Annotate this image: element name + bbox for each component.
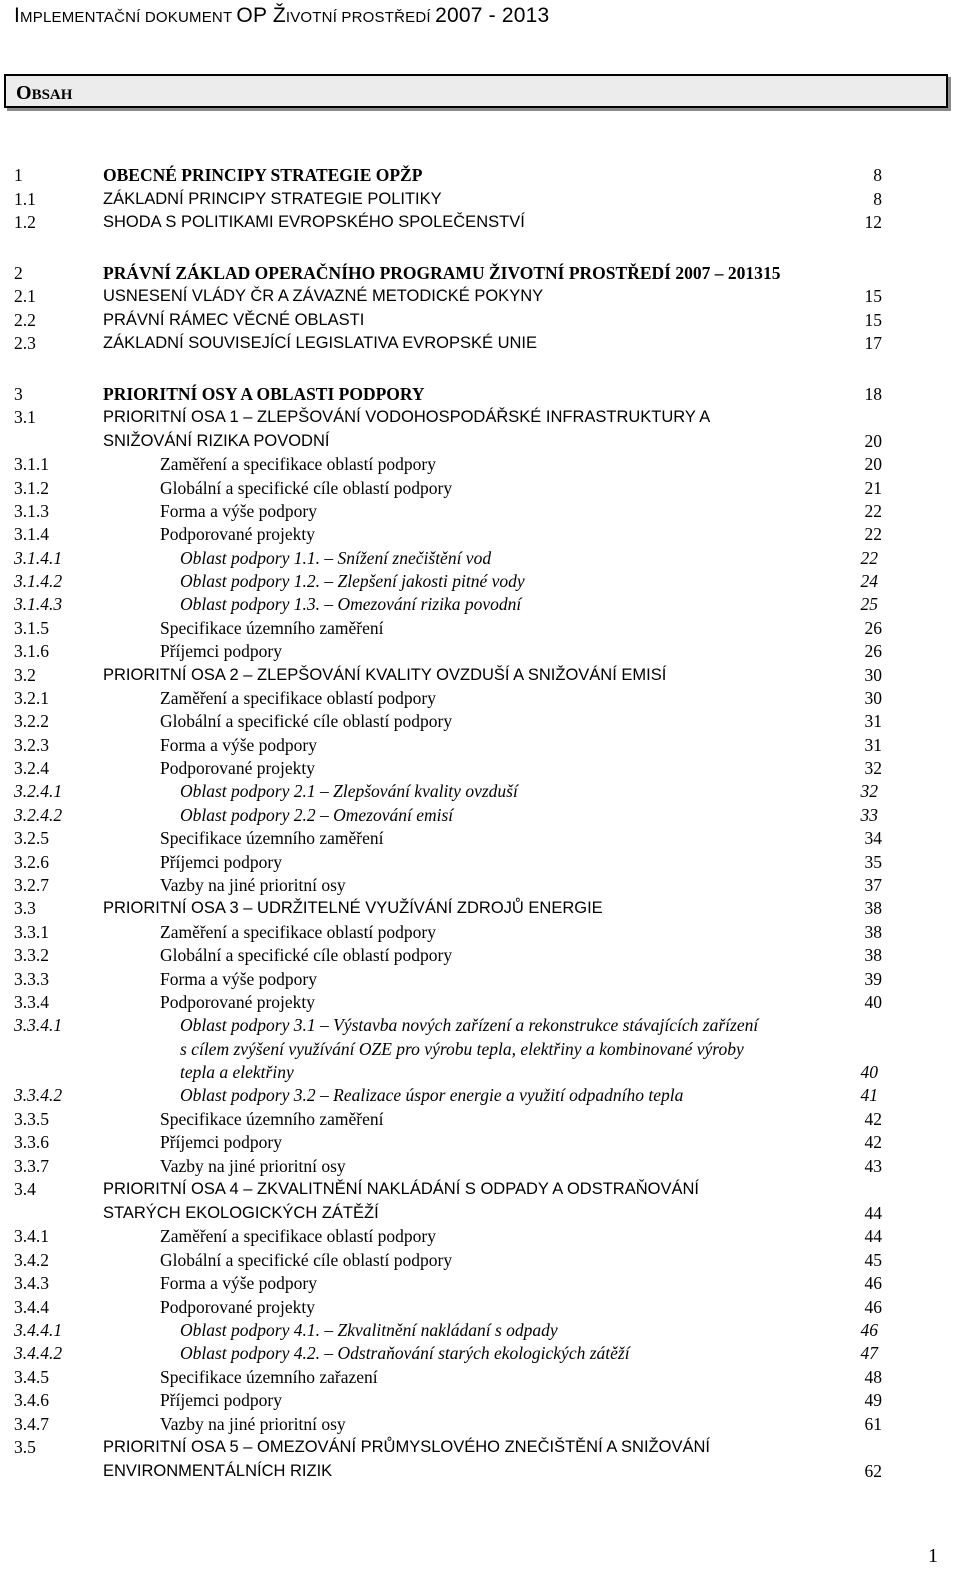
toc-entry[interactable] xyxy=(0,1389,960,1412)
toc-entry[interactable] xyxy=(0,164,960,187)
toc-entry[interactable] xyxy=(0,188,960,211)
toc-entry[interactable] xyxy=(0,477,960,500)
toc-entry-number: 3 xyxy=(14,384,23,404)
toc-entry-page: 44 xyxy=(864,1203,882,1223)
toc-entry[interactable] xyxy=(0,851,960,874)
toc-entry-page: 32 xyxy=(864,758,882,778)
toc-entry[interactable] xyxy=(0,1296,960,1319)
toc-entry[interactable] xyxy=(0,874,960,897)
toc-entry[interactable] xyxy=(0,804,960,827)
toc-entry[interactable] xyxy=(0,383,960,406)
toc-entry-title: ZÁKLADNÍ PRINCIPY STRATEGIE POLITIKY xyxy=(103,190,442,208)
toc-entry[interactable] xyxy=(0,1366,960,1389)
toc-entry-number: 3.1.4.3 xyxy=(14,594,63,614)
toc-entry-page: 25 xyxy=(860,594,878,614)
toc-entry-title: Příjemci podpory xyxy=(160,852,282,872)
toc-entry[interactable] xyxy=(0,734,960,757)
toc-entry-title: USNESENÍ VLÁDY ČR A ZÁVAZNÉ METODICKÉ POKYNY xyxy=(103,287,544,305)
toc-entry-title: Podporované projekty xyxy=(160,758,316,778)
toc-entry-page: 15 xyxy=(864,310,882,330)
toc-entry-number: 2 xyxy=(14,263,23,283)
toc-entry-number: 3.1.6 xyxy=(14,641,49,661)
toc-entry-number: 3.3.7 xyxy=(14,1156,49,1176)
header-text-part: 2007 ‑ 2013 xyxy=(435,4,550,27)
toc-entry[interactable] xyxy=(0,664,960,687)
toc-entry-page: 31 xyxy=(864,735,882,755)
toc-entry-title: Globální a specifické cíle oblastí podpory xyxy=(160,711,453,731)
toc-entry-page: 37 xyxy=(864,875,882,895)
toc-entry[interactable] xyxy=(0,1084,960,1107)
toc-entry-number: 3.3 xyxy=(14,898,36,918)
toc-entry-title: Příjemci podpory xyxy=(160,1390,282,1410)
toc-entry-page: 45 xyxy=(864,1250,882,1270)
toc-entry[interactable] xyxy=(0,710,960,733)
toc-entry-title: Podporované projekty xyxy=(160,992,316,1012)
toc-entry-page: 46 xyxy=(864,1273,882,1293)
toc-entry-title: Oblast podpory 3.1 – Výstavba nových zařízení a rekonstrukce stávajících zařízení xyxy=(180,1015,759,1035)
toc-entry-title: Zaměření a specifikace oblastí podpory xyxy=(160,688,437,708)
toc-entry-number: 3.1.4.1 xyxy=(14,548,63,568)
toc-entry[interactable] xyxy=(0,1014,960,1037)
toc-entry-page: 38 xyxy=(864,922,882,942)
toc-entry[interactable] xyxy=(0,780,960,803)
toc-entry-title: Oblast podpory 1.3. – Omezování rizika povodní xyxy=(180,594,522,614)
toc-entry-title: Oblast podpory 4.1. – Zkvalitnění nakládaní s odpady xyxy=(180,1320,558,1340)
toc-entry-page: 40 xyxy=(864,992,882,1012)
toc-entry-number: 3.2 xyxy=(14,665,36,685)
toc-entry-page: 8 xyxy=(873,165,882,185)
toc-entry-number: 3.2.6 xyxy=(14,852,49,872)
toc-entry[interactable] xyxy=(0,523,960,546)
toc-entry-page: 15 xyxy=(864,286,882,306)
toc-entry[interactable] xyxy=(0,1272,960,1295)
toc-entry[interactable] xyxy=(0,1061,960,1084)
toc-entry-title: Vazby na jiné prioritní osy xyxy=(160,1156,346,1176)
toc-entry[interactable] xyxy=(0,332,960,355)
toc-entry-title: OBECNÉ PRINCIPY STRATEGIE OPŽP xyxy=(103,165,423,185)
toc-entry-title: PRIORITNÍ OSA 4 – ZKVALITNĚNÍ NAKLÁDÁNÍ S ODPADY A ODSTRAŇOVÁNÍ xyxy=(103,1180,699,1198)
toc-entry-number: 3.4.6 xyxy=(14,1390,49,1410)
toc-entry[interactable] xyxy=(0,617,960,640)
toc-entry-page: 46 xyxy=(864,1297,882,1317)
toc-entry-number: 3.2.4.1 xyxy=(14,781,63,801)
toc-entry-title: Vazby na jiné prioritní osy xyxy=(160,875,346,895)
toc-entry-title: Oblast podpory 2.1 – Zlepšování kvality ovzduší xyxy=(180,781,518,801)
toc-entry[interactable] xyxy=(0,1038,960,1061)
toc-entry-page: 44 xyxy=(864,1226,882,1246)
toc-entry-page: 30 xyxy=(864,665,882,685)
toc-entry-title: Oblast podpory 3.2 – Realizace úspor energie a využití odpadního tepla xyxy=(180,1085,684,1105)
toc-entry-title: Zaměření a specifikace oblastí podpory xyxy=(160,1226,437,1246)
toc-entry-page: 22 xyxy=(864,524,882,544)
toc-entry-number: 2.1 xyxy=(14,286,36,306)
toc-entry[interactable] xyxy=(0,285,960,308)
toc-entry-page: 32 xyxy=(860,781,878,801)
toc-entry[interactable] xyxy=(0,1460,960,1483)
toc-entry-page: 40 xyxy=(860,1062,878,1082)
toc-entry[interactable] xyxy=(0,1436,960,1459)
toc-entry[interactable] xyxy=(0,211,960,234)
toc-entry[interactable] xyxy=(0,991,960,1014)
toc-entry-page: 21 xyxy=(864,478,882,498)
toc-entry[interactable] xyxy=(0,1178,960,1201)
toc-entry-number: 3.1.4.2 xyxy=(14,571,63,591)
toc-entry[interactable] xyxy=(0,687,960,710)
toc-entry-number: 3.1 xyxy=(14,407,36,427)
toc-entry-title: ZÁKLADNÍ SOUVISEJÍCÍ LEGISLATIVA EVROPSKÉ UNIE xyxy=(103,334,538,352)
toc-entry-page: 33 xyxy=(860,805,878,825)
toc-entry[interactable] xyxy=(0,921,960,944)
toc-entry[interactable] xyxy=(0,1249,960,1272)
toc-entry-number: 3.1.4 xyxy=(14,524,49,544)
toc-entry-number: 3.2.4.2 xyxy=(14,805,63,825)
toc-entry-title: SNIŽOVÁNÍ RIZIKA POVODNÍ xyxy=(103,432,330,450)
toc-entry-title: Příjemci podpory xyxy=(160,641,282,661)
toc-entry-number: 3.3.4.2 xyxy=(14,1085,63,1105)
toc-entry-number: 3.2.2 xyxy=(14,711,49,731)
toc-entry-title: SHODA S POLITIKAMI EVROPSKÉHO SPOLEČENSTVÍ xyxy=(103,213,525,231)
toc-entry-number: 3.1.5 xyxy=(14,618,49,638)
toc-entry-title: Globální a specifické cíle oblastí podpory xyxy=(160,478,453,498)
toc-entry-page: 26 xyxy=(864,641,882,661)
toc-entry[interactable] xyxy=(0,640,960,663)
toc-entry-number: 1.1 xyxy=(14,189,36,209)
toc-entry[interactable] xyxy=(0,1108,960,1131)
toc-entry[interactable] xyxy=(0,262,960,285)
toc-entry-title: Podporované projekty xyxy=(160,1297,316,1317)
toc-entry-page: 48 xyxy=(864,1367,882,1387)
toc-entry-title: Oblast podpory 1.2. – Zlepšení jakosti pitné vody xyxy=(180,571,525,591)
toc-heading-initial: O xyxy=(16,82,32,104)
toc-entry-number: 3.2.1 xyxy=(14,688,49,708)
toc-entry-page: 41 xyxy=(860,1085,878,1105)
toc-entry[interactable] xyxy=(0,1131,960,1154)
toc-entry-title: Forma a výše podpory xyxy=(160,1273,317,1293)
toc-entry-number: 3.3.6 xyxy=(14,1132,49,1152)
toc-entry-title: STARÝCH EKOLOGICKÝCH ZÁTĚŽÍ xyxy=(103,1204,379,1222)
page-number: 1 xyxy=(928,1545,938,1567)
toc-entry-number: 3.1.2 xyxy=(14,478,49,498)
toc-entry-title: s cílem zvýšení využívání OZE pro výrobu tepla, elektřiny a kombinované výroby xyxy=(180,1039,744,1059)
toc-entry-page: 43 xyxy=(864,1156,882,1176)
toc-entry[interactable] xyxy=(0,570,960,593)
toc-entry-title: Forma a výše podpory xyxy=(160,969,317,989)
toc-entry-page: 31 xyxy=(864,711,882,731)
toc-entry[interactable] xyxy=(0,1342,960,1365)
toc-entry-title: PRIORITNÍ OSA 1 – ZLEPŠOVÁNÍ VODOHOSPODÁŘSKÉ INFRASTRUKTURY A xyxy=(103,408,711,426)
toc-entry-page: 12 xyxy=(864,212,882,232)
header-text-part: IVOTNÍ PROSTŘEDÍ xyxy=(285,9,436,26)
toc-entry-title: Specifikace územního zaměření xyxy=(160,1109,384,1129)
toc-entry-page: 20 xyxy=(864,454,882,474)
toc-entry-page: 26 xyxy=(864,618,882,638)
toc-entry-number: 3.2.5 xyxy=(14,828,49,848)
toc-entry-title: PRIORITNÍ OSA 2 – ZLEPŠOVÁNÍ KVALITY OVZDUŠÍ A SNIŽOVÁNÍ EMISÍ xyxy=(103,666,667,684)
toc-entry-number: 2.2 xyxy=(14,310,36,330)
toc-entry-page: 49 xyxy=(864,1390,882,1410)
toc-entry-number: 3.4.4.1 xyxy=(14,1320,63,1340)
toc-entry-number: 3.3.1 xyxy=(14,922,49,942)
toc-entry-page: 42 xyxy=(864,1132,882,1152)
toc-entry-page: 8 xyxy=(873,189,882,209)
toc-entry-number: 3.4.3 xyxy=(14,1273,49,1293)
toc-entry[interactable] xyxy=(0,1225,960,1248)
toc-entry-page: 61 xyxy=(864,1414,882,1434)
toc-entry-page: 24 xyxy=(860,571,878,591)
toc-entry-title: PRIORITNÍ OSA 3 – UDRŽITELNÉ VYUŽÍVÁNÍ ZDROJŮ ENERGIE xyxy=(103,899,603,917)
toc-entry-number: 3.4.7 xyxy=(14,1414,49,1434)
toc-entry[interactable] xyxy=(0,1319,960,1342)
toc-entry-title: Forma a výše podpory xyxy=(160,501,317,521)
toc-entry-page: 46 xyxy=(860,1320,878,1340)
header-text-part: I xyxy=(14,4,21,27)
toc-entry[interactable] xyxy=(0,309,960,332)
toc-entry-number: 1.2 xyxy=(14,212,36,232)
toc-entry-number: 3.3.5 xyxy=(14,1109,49,1129)
toc-entry-page: 35 xyxy=(864,852,882,872)
toc-entry[interactable] xyxy=(0,1413,960,1436)
toc-entry[interactable] xyxy=(0,453,960,476)
toc-entry-number: 3.3.4 xyxy=(14,992,49,1012)
toc-entry-number: 1 xyxy=(14,165,23,185)
toc-entry-number: 3.2.4 xyxy=(14,758,49,778)
toc-entry-number: 3.3.4.1 xyxy=(14,1015,63,1035)
toc-entry[interactable] xyxy=(0,1155,960,1178)
toc-entry-title: Specifikace územního zařazení xyxy=(160,1367,378,1387)
toc-entry-page: 62 xyxy=(864,1461,882,1481)
toc-entry-page: 30 xyxy=(864,688,882,708)
toc-entry-title: Zaměření a specifikace oblastí podpory xyxy=(160,922,437,942)
toc-entry-title: Globální a specifické cíle oblastí podpory xyxy=(160,1250,453,1270)
toc-entry-number: 3.4.4 xyxy=(14,1297,49,1317)
toc-entry-number: 3.4.4.2 xyxy=(14,1343,63,1363)
toc-entry[interactable] xyxy=(0,757,960,780)
toc-entry-page: 22 xyxy=(864,501,882,521)
toc-entry-number: 3.4.5 xyxy=(14,1367,49,1387)
toc-entry-title: Vazby na jiné prioritní osy xyxy=(160,1414,346,1434)
toc-entry-number: 3.5 xyxy=(14,1437,36,1457)
header-text-part: MPLEMENTAČNÍ DOKUMENT xyxy=(20,9,237,26)
toc-entry-title: Oblast podpory 2.2 – Omezování emisí xyxy=(180,805,454,825)
toc-entry-title: Oblast podpory 4.2. – Odstraňování starých ekologických zátěží xyxy=(180,1343,630,1363)
toc-entry[interactable] xyxy=(0,827,960,850)
toc-entry-page: 42 xyxy=(864,1109,882,1129)
toc-entry[interactable] xyxy=(0,897,960,920)
toc-entry-title: PRÁVNÍ ZÁKLAD OPERAČNÍHO PROGRAMU ŽIVOTNÍ PROSTŘEDÍ 2007 – 2013 xyxy=(103,263,763,283)
toc-entry-title: Specifikace územního zaměření xyxy=(160,828,384,848)
toc-entry-page: 39 xyxy=(864,969,882,989)
toc-entry-number: 2.3 xyxy=(14,333,36,353)
toc-entry-title: Oblast podpory 1.1. – Snížení znečištění vod xyxy=(180,548,492,568)
toc-entry-title: PRIORITNÍ OSA 5 – OMEZOVÁNÍ PRŮMYSLOVÉHO ZNEČIŠTĚNÍ A SNIŽOVÁNÍ xyxy=(103,1438,710,1456)
toc-entry-page: 22 xyxy=(860,548,878,568)
toc-entry-title: ENVIRONMENTÁLNÍCH RIZIK xyxy=(103,1462,333,1480)
toc-entry[interactable] xyxy=(0,547,960,570)
toc-entry-number: 3.4.2 xyxy=(14,1250,49,1270)
toc-entry-title: Podporované projekty xyxy=(160,524,316,544)
toc-entry-page: 38 xyxy=(864,945,882,965)
toc-entry-title: tepla a elektřiny xyxy=(180,1062,294,1082)
toc-entry-page: 34 xyxy=(864,828,882,848)
toc-entry-page: 15 xyxy=(763,263,781,283)
toc-entry[interactable] xyxy=(0,1202,960,1225)
toc-entry-title: Příjemci podpory xyxy=(160,1132,282,1152)
toc-entry-title: Globální a specifické cíle oblastí podpory xyxy=(160,945,453,965)
toc-entry-title: PRÁVNÍ RÁMEC VĚCNÉ OBLASTI xyxy=(103,311,365,329)
toc-entry[interactable] xyxy=(0,430,960,453)
toc-entry-title: Zaměření a specifikace oblastí podpory xyxy=(160,454,437,474)
toc-entry-number: 3.3.3 xyxy=(14,969,49,989)
toc-entry-title: PRIORITNÍ OSY A OBLASTI PODPORY xyxy=(103,384,425,404)
toc-entry-number: 3.3.2 xyxy=(14,945,49,965)
toc-entry-number: 3.2.7 xyxy=(14,875,49,895)
toc-heading-rest: BSAH xyxy=(31,87,73,103)
header-text-part: OP Ž xyxy=(236,4,286,27)
toc-entry-number: 3.1.3 xyxy=(14,501,49,521)
toc-entry-title: Forma a výše podpory xyxy=(160,735,317,755)
toc-entry[interactable] xyxy=(0,593,960,616)
toc-entry-number: 3.1.1 xyxy=(14,454,49,474)
toc-entry-page: 47 xyxy=(860,1343,878,1363)
toc-entry-title: Specifikace územního zaměření xyxy=(160,618,384,638)
toc-entry-page: 18 xyxy=(864,384,882,404)
toc-entry-page: 38 xyxy=(864,898,882,918)
toc-entry-number: 3.2.3 xyxy=(14,735,49,755)
toc-entry[interactable] xyxy=(0,944,960,967)
toc-entry[interactable] xyxy=(0,500,960,523)
toc-entry-number: 3.4.1 xyxy=(14,1226,49,1246)
toc-entry[interactable] xyxy=(0,968,960,991)
toc-entry-number: 3.4 xyxy=(14,1179,36,1199)
toc-entry[interactable] xyxy=(0,406,960,429)
toc-entry-page: 17 xyxy=(864,333,882,353)
toc-entry-page: 20 xyxy=(864,431,882,451)
